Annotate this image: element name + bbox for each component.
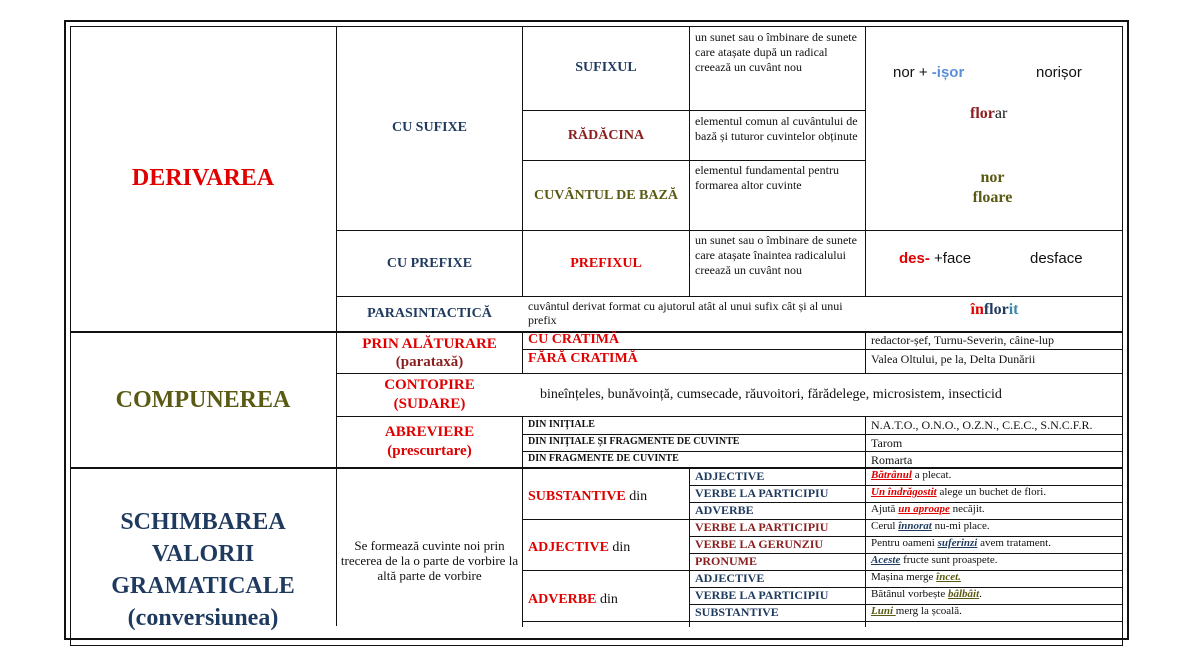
conversiune-description: Se formează cuvinte noi prin trecerea de la o parte de vorbire la altă parte de vorbire [340, 538, 519, 583]
derivarea-title: DERIVAREA [131, 165, 275, 191]
src-5: VERBE LA GERUNZIU [695, 537, 824, 551]
conv-example-4: Cerul înnorat nu-mi place. [871, 520, 990, 532]
fara-cratima-label: FĂRĂ CRATIMĂ [528, 351, 638, 366]
src-2: VERBE LA PARTICIPIU [695, 486, 829, 500]
radacina-definition: elementul comun al cuvântului de bază și tuturor cuvintelor obținute [695, 114, 858, 143]
src-1: ADJECTIVE [695, 469, 765, 483]
example-prefix: des- +face [899, 250, 972, 267]
conv-example-6: Aceste fructe sunt proaspete. [871, 554, 998, 566]
example-suffix: nor + -ișor [893, 64, 965, 81]
src-3: ADVERBE [695, 503, 754, 517]
group-substantive: SUBSTANTIVE din [528, 489, 648, 504]
cu-sufixe-label: CU SUFIXE [391, 120, 468, 135]
compunerea-title: COMPUNEREA [115, 386, 291, 413]
prefixul-label: PREFIXUL [570, 255, 642, 271]
sufixul-label: SUFIXUL [575, 60, 637, 75]
cuvantul-de-baza-definition: elementul fundamental pentru formarea altor cuvinte [695, 163, 839, 192]
fara-cratima-example: Valea Oltului, pe la, Delta Dunării [871, 352, 1036, 366]
example-base: nor floare [972, 169, 1013, 206]
alaturare-label: PRIN ALĂTURARE (parataxă) [362, 336, 497, 370]
cu-prefixe-label: CU PREFIXE [386, 255, 473, 271]
contopire-example: bineînțeles, bunăvoință, cumsecade, răuvoitori, fărădelege, microsistem, insecticid [540, 387, 1002, 402]
abr-example-3: Romarta [871, 453, 913, 467]
abr-example-1: N.A.T.O., O.N.O., O.Z.N., C.E.C., S.N.C.F.R. [871, 418, 1093, 432]
parasintactica-definition: cuvântul derivat format cu ajutorul atât al unui sufix cât și al unui prefix [528, 299, 843, 327]
example-prefix-result: desface [1030, 250, 1083, 267]
src-9: SUBSTANTIVE [695, 605, 779, 619]
conv-example-2: Un îndrăgostit alege un buchet de flori. [871, 486, 1047, 498]
src-8: VERBE LA PARTICIPIU [695, 588, 829, 602]
abr-type-2: DIN INIȚIALE ȘI FRAGMENTE DE CUVINTE [528, 436, 740, 447]
conv-example-1: Bătrânul a plecat. [871, 469, 952, 481]
src-7: ADJECTIVE [695, 571, 765, 585]
sufixul-definition: un sunet sau o îmbinare de sunete care atașate după un radical creează un cuvânt nou [695, 30, 857, 74]
abr-type-1: DIN INIȚIALE [528, 419, 595, 430]
conv-example-5: Pentru oameni suferinzi avem tratament. [871, 537, 1051, 549]
example-parasintactica: în flor it [970, 301, 1019, 318]
conv-example-8: Bătânul vorbește bâlbâit. [871, 588, 982, 600]
cu-cratima-example: redactor-șef, Turnu-Severin, câine-lup [871, 333, 1055, 347]
prefixul-definition: un sunet sau o îmbinare de sunete care atașate înaintea radicalului creează un cuvânt nou [695, 233, 857, 277]
abr-example-2: Tarom [871, 436, 903, 450]
src-4: VERBE LA PARTICIPIU [695, 520, 829, 534]
conversiune-title: SCHIMBAREA VALORII GRAMATICALE (conversiunea) [111, 509, 295, 631]
conv-example-3: Ajută un aproape necăjit. [871, 503, 985, 515]
src-6: PRONUME [695, 554, 757, 568]
cuvantul-de-baza-label: CUVÂNTUL DE BAZĂ [534, 187, 678, 203]
conv-example-9: Luni merg la școală. [871, 605, 962, 617]
example-suffix-result: norișor [1036, 64, 1082, 81]
parasintactica-label: PARASINTACTICĂ [367, 306, 492, 321]
cu-cratima-label: CU CRATIMĂ [528, 332, 620, 347]
group-adverbe: ADVERBE din [528, 592, 618, 607]
group-adjective: ADJECTIVE din [528, 540, 631, 555]
abreviere-label: ABREVIERE (prescurtare) [384, 424, 475, 459]
radacina-label: RĂDĂCINA [567, 127, 645, 143]
abr-type-3: DIN FRAGMENTE DE CUVINTE [528, 453, 679, 464]
conv-example-7: Mașina merge încet. [871, 571, 961, 583]
example-root: florar [970, 105, 1008, 122]
contopire-label: CONTOPIRE (SUDARE) [384, 377, 475, 412]
